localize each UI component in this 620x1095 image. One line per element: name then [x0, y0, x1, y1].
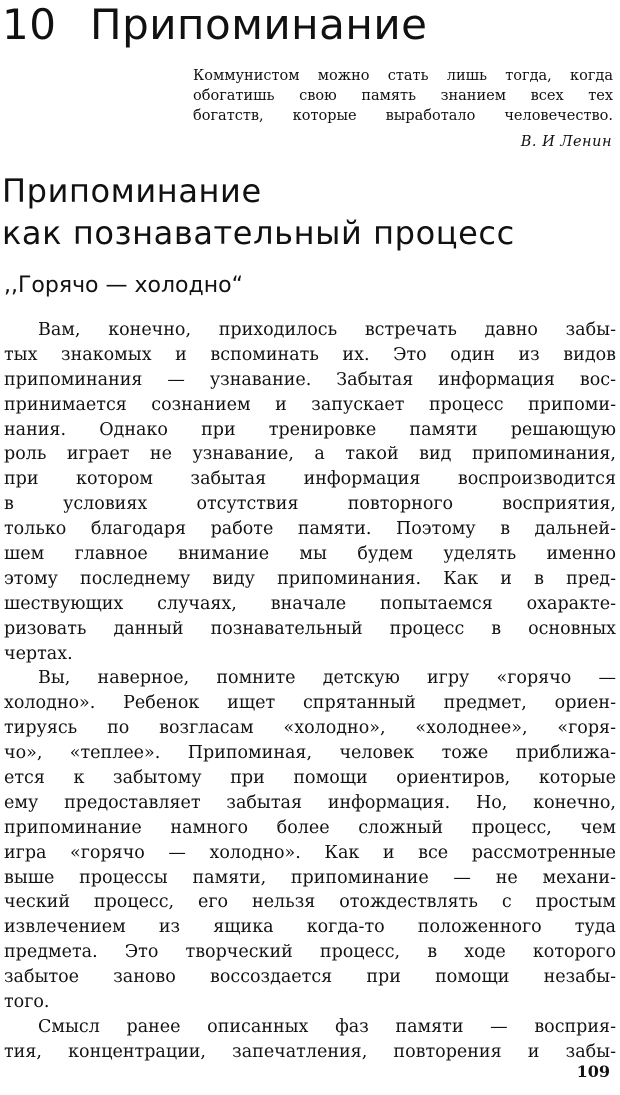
paragraph-line: принимается сознанием и запускает процесс припоми-	[4, 394, 616, 415]
paragraph-line: припоминание намного более сложный процесс, чем	[4, 817, 616, 838]
paragraph-line: ческий процесс, его нельзя отождествлять с простым	[4, 892, 616, 913]
paragraph-line: нания. Однако при тренировке памяти решающую	[4, 419, 616, 440]
epigraph	[193, 66, 613, 126]
subsection-title: ,,Горячо — холодно“	[4, 273, 243, 298]
paragraph-line: при котором забытая информация воспроизводится	[4, 469, 616, 490]
page-number: 109	[576, 1062, 610, 1081]
paragraph-line: Вы, наверное, помните детскую игру «горячо —	[38, 668, 616, 689]
paragraph-line: забытое заново воссоздается при помощи незабы-	[4, 967, 616, 988]
paragraph-line: холодно». Ребенок ищет спрятанный предмет, ориен-	[4, 693, 616, 714]
paragraph-line: чертах.	[4, 643, 73, 664]
paragraph-line: тых знакомых и вспоминать их. Это один из видов	[4, 344, 616, 365]
epigraph-author: В. И Ленин	[520, 134, 612, 150]
paragraph-line: предмета. Это творческий процесс, в ходе которого	[4, 942, 616, 963]
chapter-heading	[2, 2, 427, 48]
paragraph-line: тируясь по возглаcам «холодно», «холоднее», «горя-	[4, 718, 616, 739]
section-title-line: как познавательный процесс	[2, 214, 515, 252]
epigraph-line: обогатишь свою память знанием всех тех	[193, 88, 613, 104]
chapter-title: Припоминание	[90, 0, 428, 49]
paragraph-line: шествующих случаях, вначале попытаемся охаракте-	[4, 593, 616, 614]
paragraph-line: ему предоставляет забытая информация. Но, конечно,	[4, 792, 616, 813]
paragraph-line: того.	[4, 992, 50, 1013]
paragraph-line: ризовать данный познавательный процесс в основных	[4, 618, 616, 639]
paragraph-line: припоминания — узнавание. Забытая информация вос-	[4, 369, 616, 390]
body-text	[4, 318, 616, 1065]
paragraph-line: выше процессы памяти, припоминание — не механи-	[4, 867, 616, 888]
chapter-number: 10	[2, 0, 57, 49]
paragraph-line: роль играет не узнавание, а такой вид припоминания,	[4, 444, 616, 465]
epigraph-line: Коммунистом можно стать лишь тогда, когда	[193, 68, 613, 84]
paragraph-line: Вам, конечно, приходилось встречать давно забы-	[38, 320, 616, 340]
paragraph-line: тия, концентрации, запечатления, повторения и забы-	[4, 1041, 616, 1062]
paragraph-line: чо», «теплее». Припоминая, человек тоже приближа-	[4, 743, 616, 764]
paragraph-line: только благодаря работе памяти. Поэтому в дальней-	[4, 519, 616, 540]
section-title-line: Припоминание	[2, 172, 262, 210]
epigraph-line: богатств, которые выработало человечество.	[193, 108, 613, 124]
section-title	[2, 170, 515, 254]
paragraph-line: Смысл ранее описанных фаз памяти — восприя-	[38, 1016, 616, 1037]
paragraph-line: игра «горячо — холодно». Как и все рассмотренные	[4, 842, 616, 863]
paragraph-line: в условиях отсутствия повторного восприятия,	[4, 494, 616, 515]
paragraph-line: ется к забытому при помощи ориентиров, которые	[4, 768, 616, 789]
paragraph-line: извлечением из ящика когда-то положенного туда	[4, 917, 616, 938]
paragraph-line: шем главное внимание мы будем уделять именно	[4, 544, 616, 565]
paragraph-line: этому последнему виду припоминания. Как и в пред-	[4, 568, 616, 589]
